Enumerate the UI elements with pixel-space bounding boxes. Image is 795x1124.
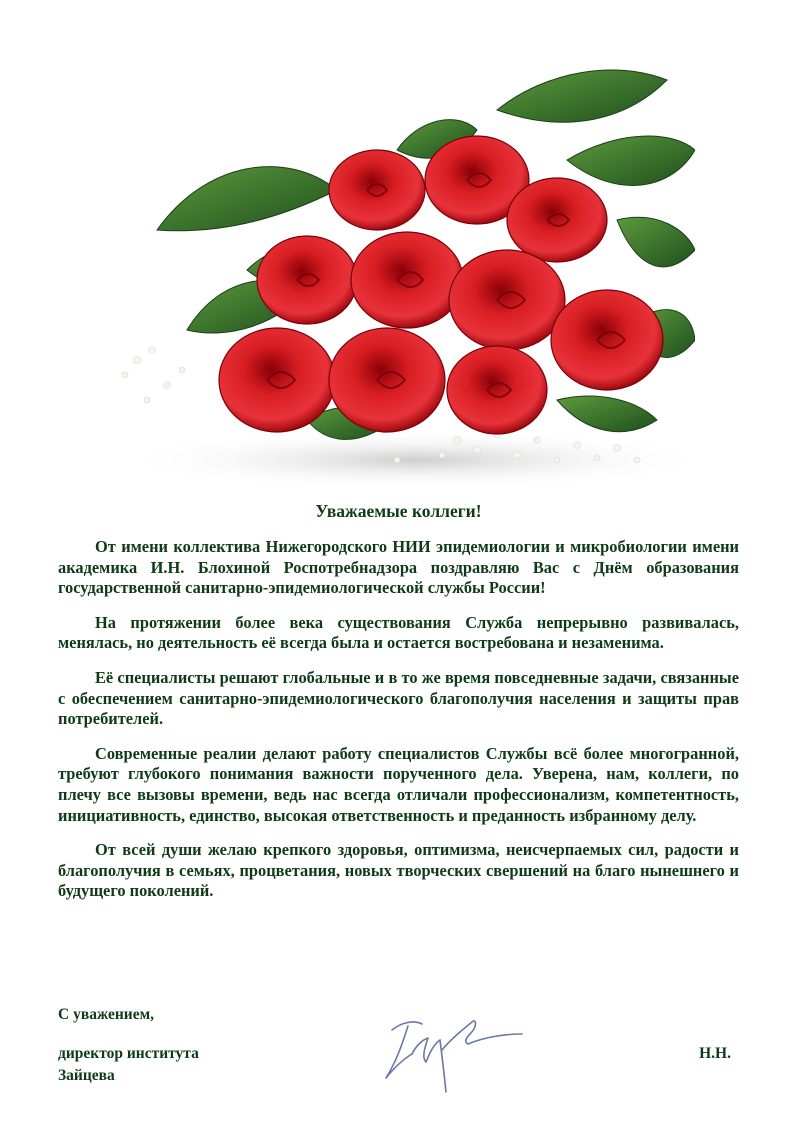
paragraph-4: Современные реалии делают работу специалистов Службы всё более многогранной, требуют глубокого понимания важности порученного дела. Уверена, нам, коллеги, по плечу все вызовы времени, ведь нас всегда отличали профессионализм, компетентность, инициативность, единство, высокая ответственность и преданность избранному делу. (58, 743, 739, 825)
letter-title: Уважаемые коллеги! (315, 501, 482, 521)
roses-bouquet-icon (97, 40, 695, 484)
letter-body (58, 500, 739, 916)
paragraph-2: На протяжении более века существования Служба непрерывно развивалась, менялась, но деятельность её всегда была и остается востребована и незаменима. (58, 612, 739, 653)
regards-text: С уважением, (58, 1006, 155, 1023)
director-surname: Зайцева (58, 1067, 115, 1084)
signature (372, 1000, 532, 1100)
roses-image (97, 40, 695, 484)
director-initials: Н.Н. (699, 1045, 731, 1062)
handwritten-signature-icon (372, 1000, 532, 1100)
paragraph-5: От всей души желаю крепкого здоровья, оптимизма, неисчерпаемых сил, радости и благополучия в семьях, процветания, новых творческих свершений на благо нынешнего и будущего поколений. (58, 840, 739, 901)
paragraph-3: Её специалисты решают глобальные и в то же время повседневные задачи, связанные с обеспечением санитарно-эпидемиологического благополучия населения и защиты прав потребителей. (58, 667, 739, 729)
director-title: директор института (58, 1045, 199, 1062)
paragraph-1: От имени коллектива Нижегородского НИИ эпидемиологии и микробиологии имени академика И.Н. Блохиной Роспотребнадзора поздравляю Вас с Днём образования государственной санитарно-эпидемиологической службы России! (58, 537, 739, 598)
